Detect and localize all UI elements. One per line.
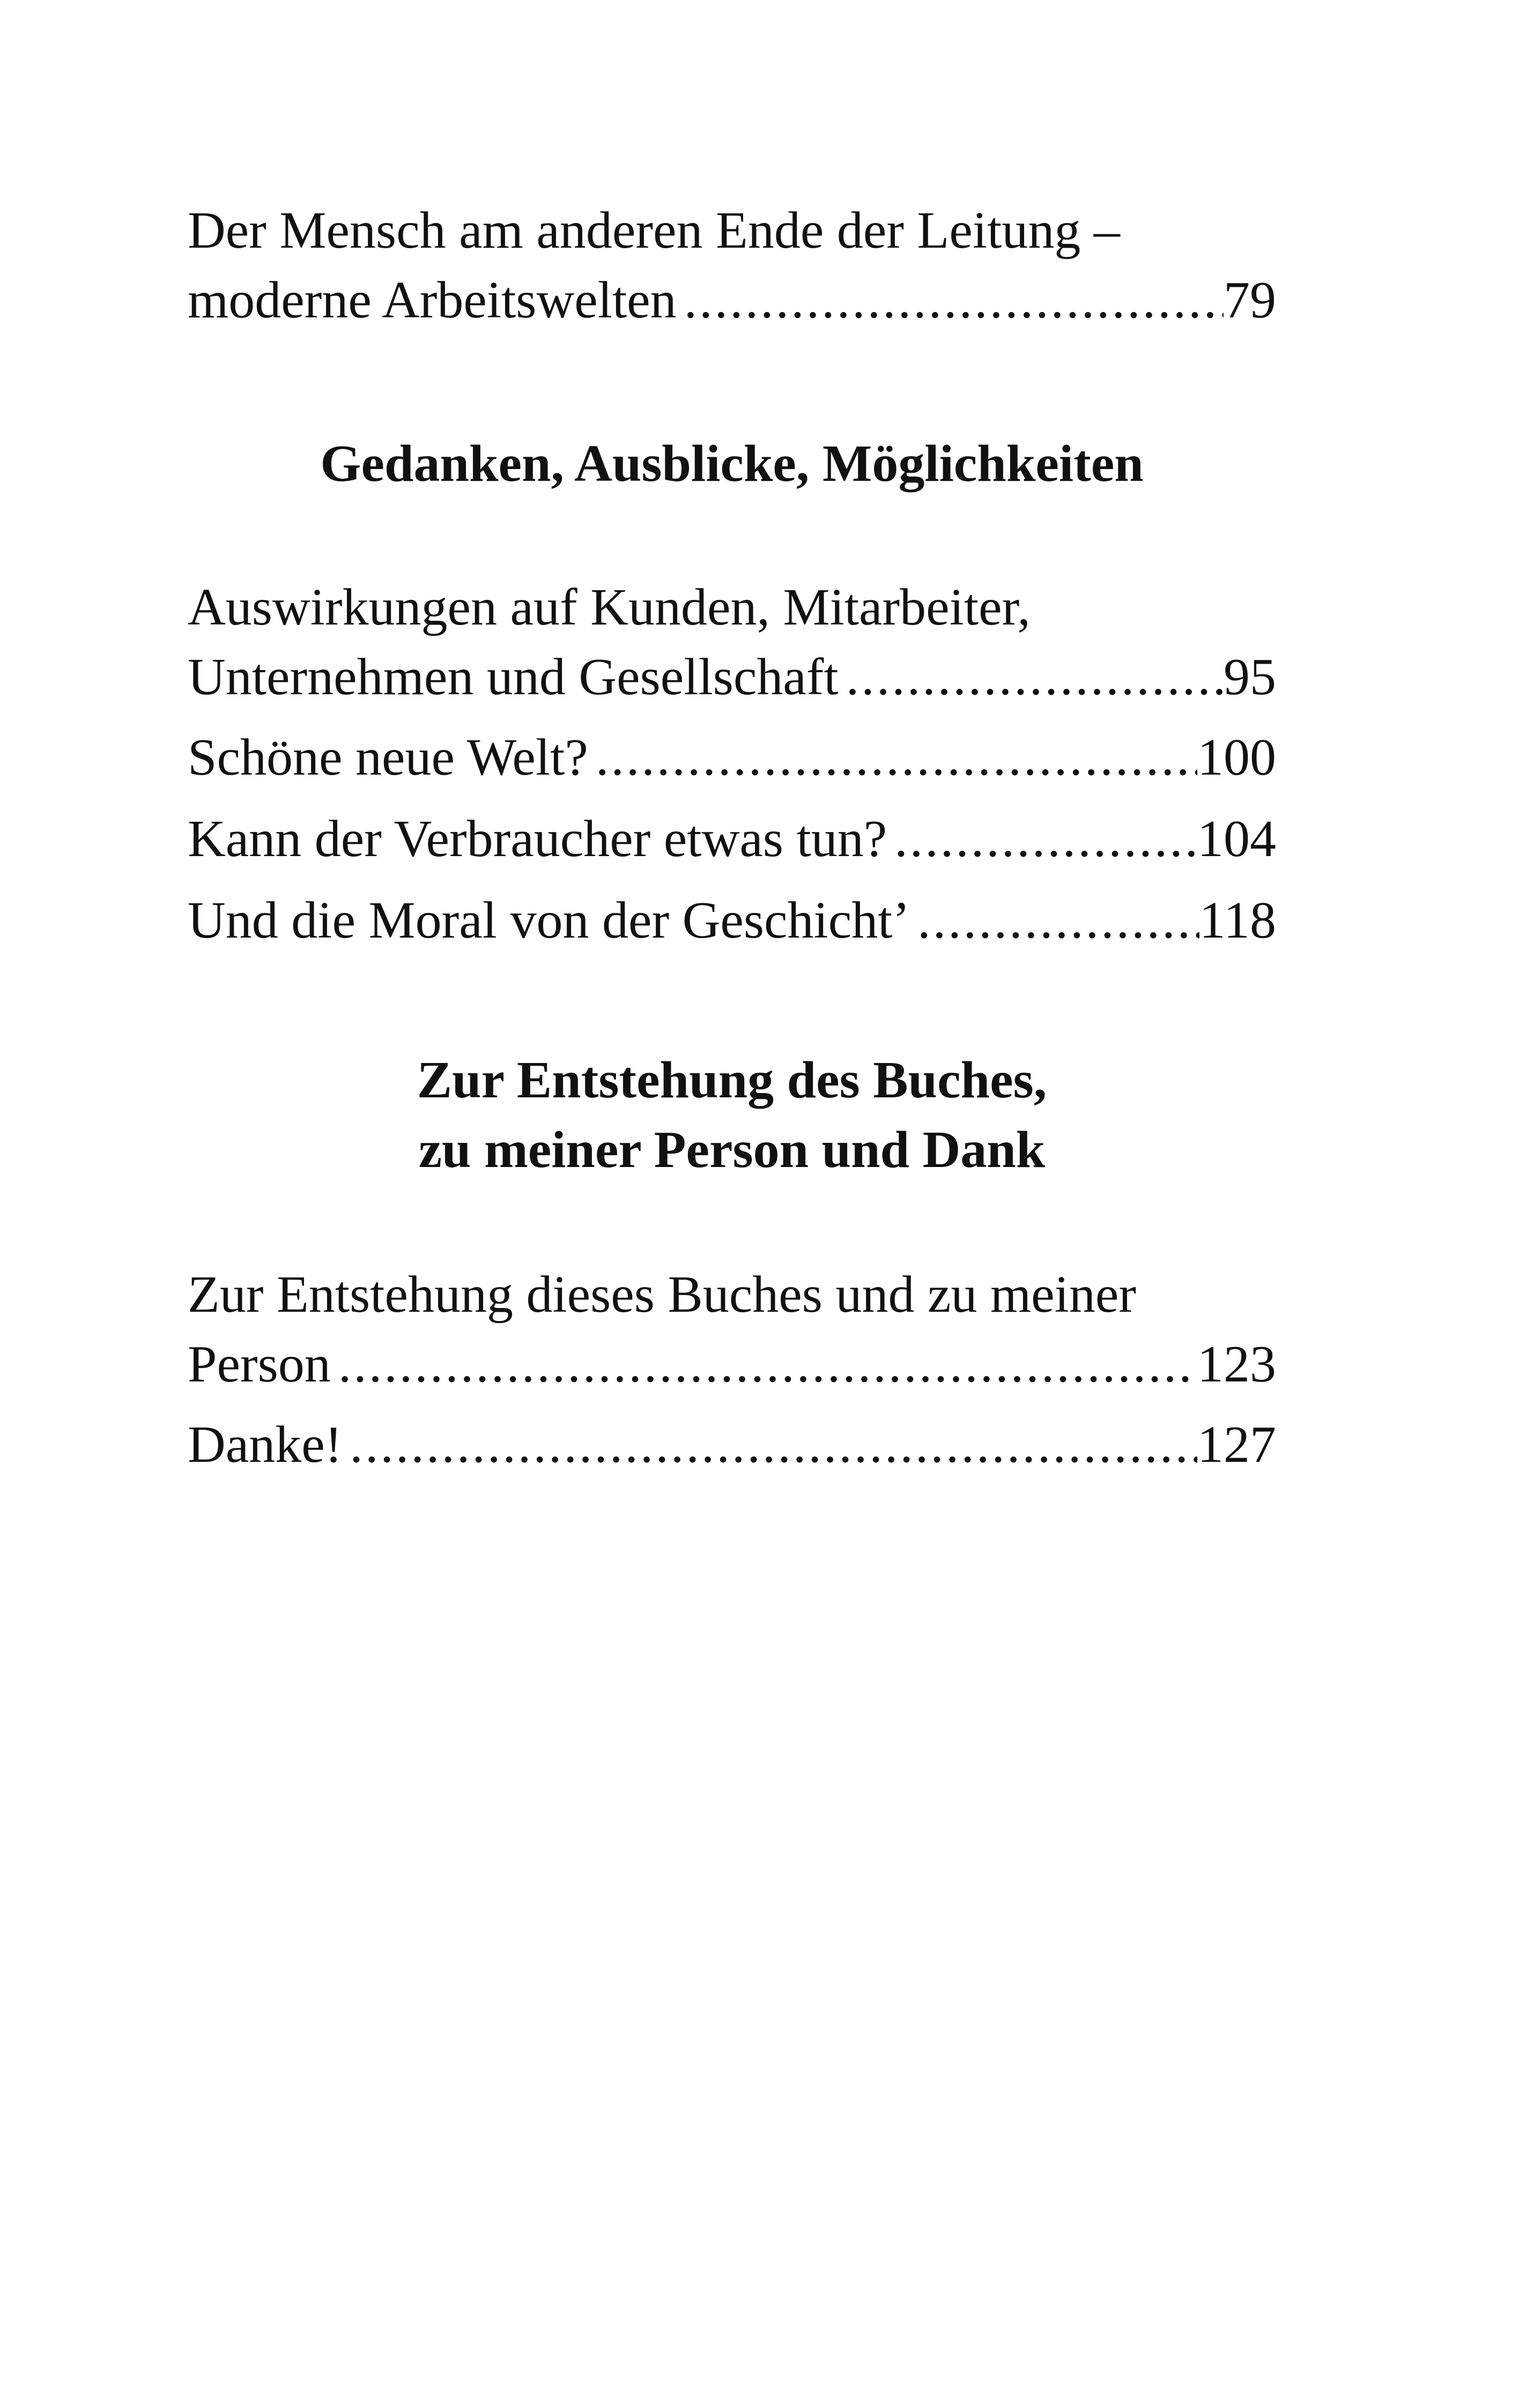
section-heading-text: Gedanken, Ausblicke, Möglichkeiten [320, 435, 1144, 493]
dot-leader [342, 1410, 1197, 1480]
dot-leader [839, 642, 1224, 712]
section-heading-line2: zu meiner Person und Dank [418, 1121, 1046, 1179]
toc-entry-page-number: 118 [1199, 891, 1276, 949]
toc-entry-title: Danke! [188, 1416, 343, 1474]
dot-leader [331, 1329, 1197, 1399]
toc-entry[interactable] [188, 196, 1276, 335]
toc-entry[interactable] [188, 886, 1276, 955]
toc-entry-page-number: 104 [1197, 810, 1276, 868]
toc-entry-title: moderne Arbeitswelten [188, 271, 677, 329]
toc-entry-title: Unternehmen und Gesellschaft [188, 648, 839, 706]
toc-entry-page-number: 127 [1197, 1416, 1276, 1474]
toc-entry-page-number: 79 [1224, 271, 1276, 329]
toc-entry[interactable] [188, 723, 1276, 792]
toc-entry[interactable] [188, 804, 1276, 874]
toc-entry-title: Person [188, 1335, 331, 1393]
section-heading [188, 429, 1276, 499]
toc-entry-page-number: 95 [1224, 648, 1276, 706]
toc-entry-title-line1: Der Mensch am anderen Ende der Leitung – [188, 202, 1120, 259]
dot-leader [677, 265, 1224, 335]
toc-entry-title-line1: Auswirkungen auf Kunden, Mitarbeiter, [188, 578, 1031, 636]
toc-entry-page-number: 100 [1197, 729, 1276, 786]
toc-entry[interactable] [188, 1260, 1276, 1399]
section-heading-line1: Zur Entstehung des Buches, [417, 1051, 1047, 1109]
toc-page [188, 0, 1276, 2408]
toc-entry-page-number: 123 [1197, 1335, 1276, 1393]
section-heading [188, 1045, 1276, 1185]
toc-entry[interactable] [188, 573, 1276, 712]
toc-entry-title: Kann der Verbraucher etwas tun? [188, 810, 887, 868]
dot-leader [887, 804, 1197, 874]
toc-entry-title-line1: Zur Entstehung dieses Buches und zu meiner [188, 1266, 1137, 1324]
toc-entry-title: Und die Moral von der Geschicht’ [188, 891, 910, 949]
dot-leader [910, 886, 1199, 955]
dot-leader [588, 723, 1197, 792]
toc-entry[interactable] [188, 1410, 1276, 1480]
toc-entry-title: Schöne neue Welt? [188, 729, 588, 786]
